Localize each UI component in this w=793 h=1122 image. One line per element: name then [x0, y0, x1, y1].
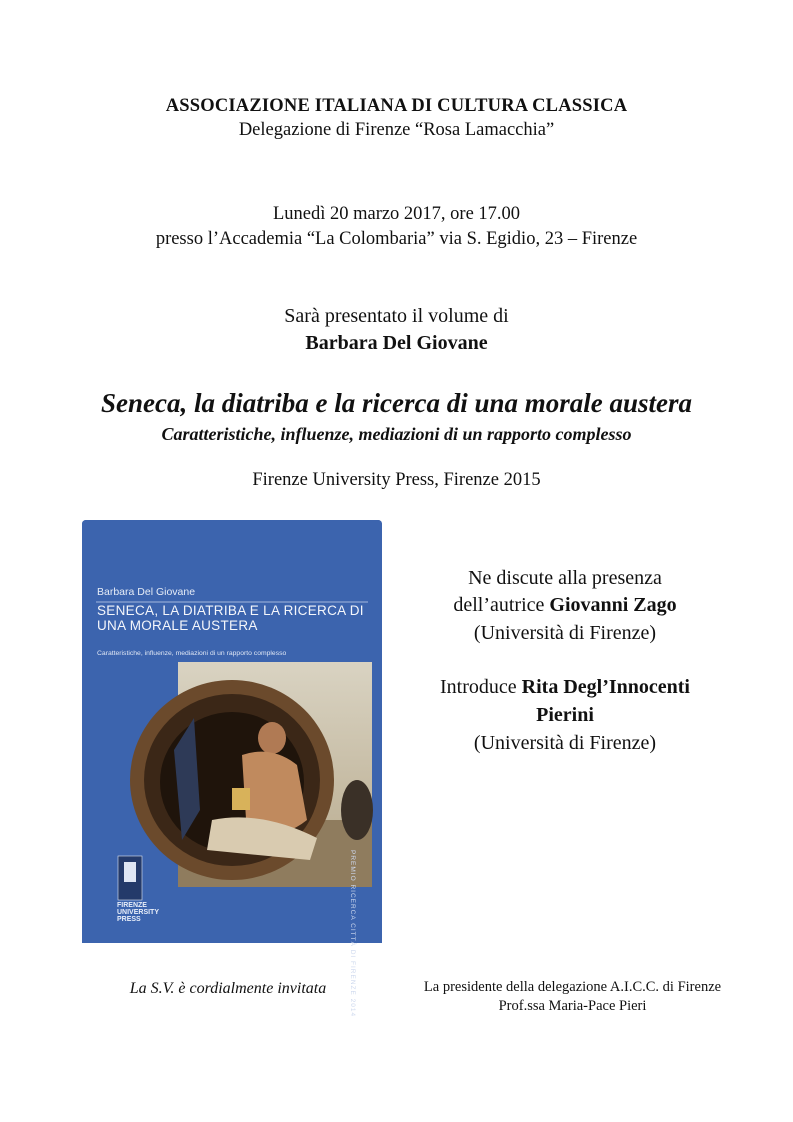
- book-publisher: Firenze University Press, Firenze 2015: [252, 470, 541, 490]
- delegation-name: Delegazione di Firenze “Rosa Lamacchia”: [238, 120, 555, 140]
- cover-painting: [82, 520, 382, 943]
- event-date: Lunedì 20 marzo 2017, ore 17.00: [272, 204, 521, 224]
- president-title: La presidente della delegazione A.I.C.C. di Firenze: [423, 979, 722, 995]
- book-subtitle: Caratteristiche, influenze, mediazioni di un rapporto complesso: [161, 424, 632, 444]
- association-name: ASSOCIAZIONE ITALIANA DI CULTURA CLASSICA: [165, 96, 628, 116]
- president-name: Prof.ssa Maria-Pace Pieri: [498, 998, 647, 1014]
- discussion-prefix: dell’autrice: [453, 594, 550, 616]
- discussant-affiliation: (Università di Firenze): [473, 622, 657, 644]
- cover-title: SENECA, LA DIATRIBA E LA RICERCA DI UNA MORALE AUSTERA: [97, 603, 364, 633]
- cover-spine-text: PREMIO RICERCA CITTÀ DI FIRENZE 2014: [349, 850, 356, 1018]
- discussant-name: Giovanni Zago: [549, 594, 677, 616]
- discussion-author-line: [400, 594, 730, 617]
- event-venue: presso l’Accademia “La Colombaria” via S. Egidio, 23 – Firenze: [155, 229, 638, 249]
- introducer-affiliation: (Università di Firenze): [473, 732, 657, 754]
- introducer-last-name: Pierini: [536, 704, 594, 726]
- book-cover-image: [82, 520, 382, 943]
- introducer-prefix: Introduce: [440, 676, 522, 698]
- presentation-intro: Sarà presentato il volume di: [284, 305, 509, 327]
- introducer-line: [400, 676, 730, 699]
- book-author: Barbara Del Giovane: [305, 332, 488, 354]
- book-title: Seneca, la diatriba e la ricerca di una morale austera: [101, 388, 692, 418]
- discussion-line: Ne discute alla presenza: [468, 567, 662, 589]
- invitation-text: La S.V. è cordialmente invitata: [129, 980, 327, 997]
- cover-subtitle: Caratteristiche, influenze, mediazioni di un rapporto complesso: [97, 650, 287, 657]
- introducer-first-name: Rita Degl’Innocenti: [521, 676, 690, 698]
- cover-author: Barbara Del Giovane: [97, 586, 196, 598]
- cover-press-logo: FIRENZE UNIVERSITY PRESS: [117, 902, 159, 923]
